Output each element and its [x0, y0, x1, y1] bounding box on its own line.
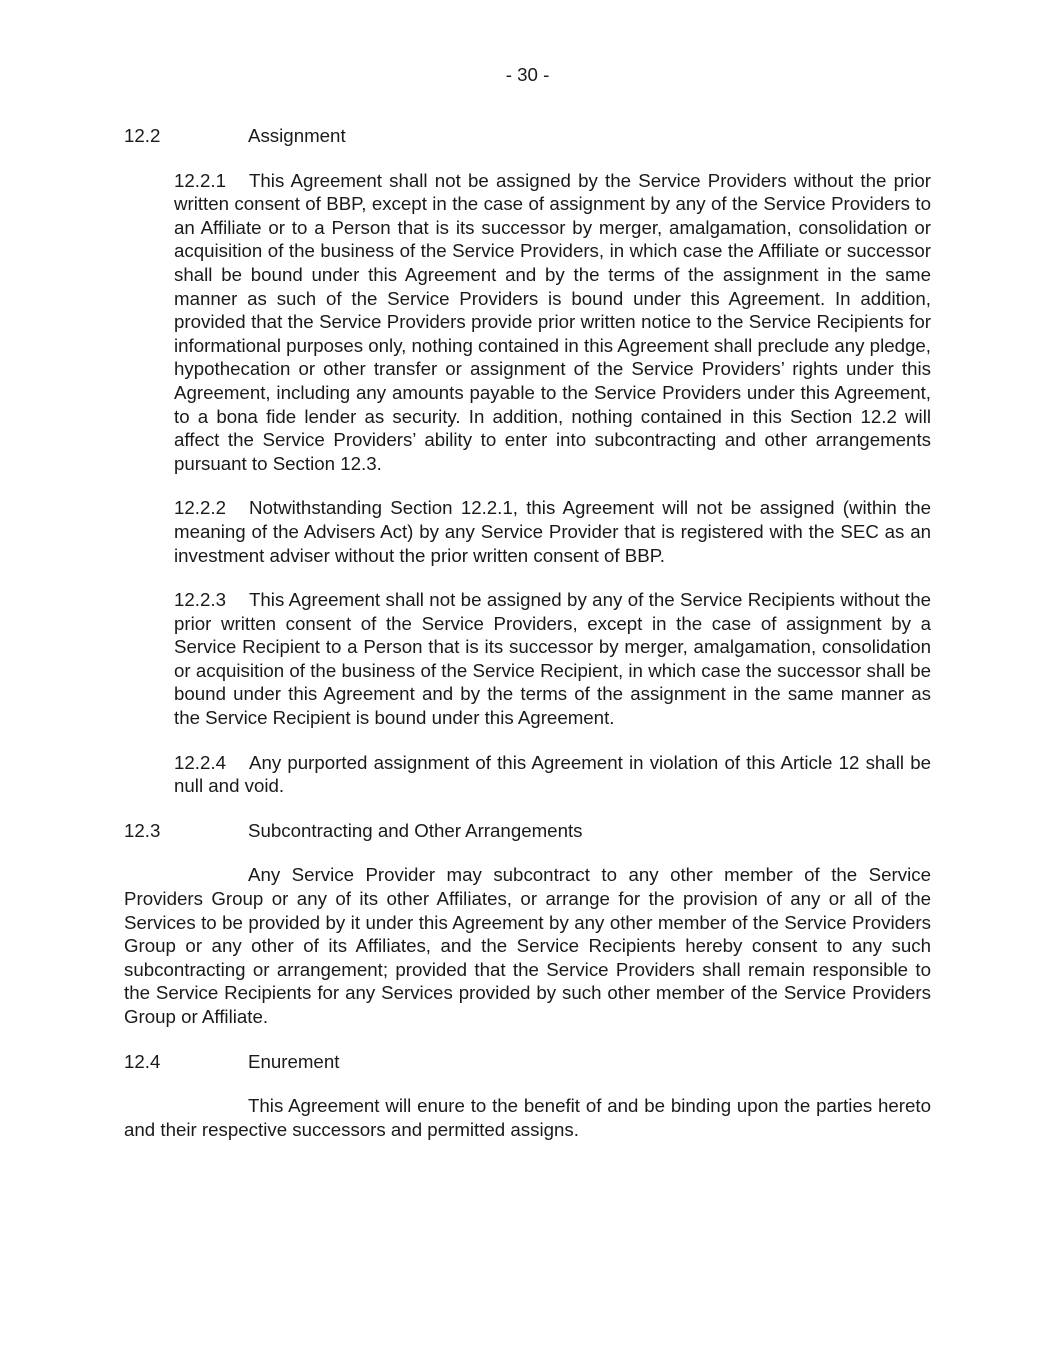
section-heading-12-2 — [124, 124, 931, 148]
section-title: Enurement — [248, 1050, 340, 1072]
clause-12-2-4 — [174, 751, 931, 798]
clause-number: 12.2.3 — [174, 589, 226, 611]
section-title: Assignment — [248, 125, 346, 146]
clause-12-2-2 — [174, 496, 931, 567]
clause-number: 12.2.4 — [174, 751, 226, 773]
clause-number: 12.2.2 — [174, 497, 226, 519]
section-number: 12.3 — [124, 819, 161, 841]
clause-number: 12.2.1 — [174, 169, 226, 191]
section-body-12-3: Any Service Provider may subcontract to any other member of the Service Providers Group or any of its other Affiliates, or arrange for the provision of any or all of the Services to be provided by it under this Agreement by any other member of the Service Providers Group or any other of its Affiliates, and the Service Recipients hereby consent to any such subcontracting or arrangement; provided that the Service Providers shall remain responsible to the Service Recipients for any Services provided by such other member of the Service Providers Group or Affiliate. — [124, 864, 931, 1027]
clause-text: Any purported assignment of this Agreement in violation of this Article 12 shall be null and void. — [174, 751, 931, 797]
page-number: - 30 - — [505, 64, 550, 85]
clause-text: Notwithstanding Section 12.2.1, this Agreement will not be assigned (within the meaning of the Advisers Act) by any Service Provider that is registered with the SEC as an investment adviser without the prior written consent of BBP. — [174, 497, 931, 566]
section-heading-12-4 — [124, 1050, 931, 1074]
section-number: 12.4 — [124, 1050, 161, 1072]
clause-text: This Agreement shall not be assigned by any of the Service Recipients without the prior written consent of the Service Providers, except in the case of assignment by a Service Recipient to a Person that is its successor by merger, amalgamation, consolidation or acquisition of the business of the Service Recipient, in which case the successor shall be bound under this Agreement and by the terms of the assignment in the same manner as the Service Recipient is bound under this Agreement. — [174, 589, 931, 729]
section-number: 12.2 — [124, 125, 161, 146]
section-title: Subcontracting and Other Arrangements — [248, 819, 583, 841]
page-content — [124, 124, 931, 1162]
section-heading-12-3 — [124, 819, 931, 843]
section-body-12-4: This Agreement will enure to the benefit of and be binding upon the parties hereto and their respective successors and permitted assigns. — [124, 1095, 931, 1140]
clause-12-2-1 — [174, 169, 931, 476]
clause-text: This Agreement shall not be assigned by the Service Providers without the prior written consent of BBP, except in the case of assignment by any of the Service Providers to an Affiliate or to a Person that is its successor by merger, amalgamation, consolidation or acquisition of the business of the Service Providers, in which case the Affiliate or successor shall be bound under this Agreement and by the terms of the assignment in the same manner as such of the Service Providers is bound under this Agreement. In addition, provided that the Service Providers provide prior written notice to the Service Recipients for informational purposes only, nothing contained in this Agreement shall preclude any pledge, hypothecation or other transfer or assignment of the Service Providers’ rights under this Agreement, including any amounts payable to the Service Providers under this Agreement, to a bona fide lender as security. In addition, nothing contained in this Section 12.2 will affect the Service Providers’ ability to enter into subcontracting and other arrangements pursuant to Section 12.3. — [174, 169, 931, 474]
clause-12-2-3 — [174, 588, 931, 730]
